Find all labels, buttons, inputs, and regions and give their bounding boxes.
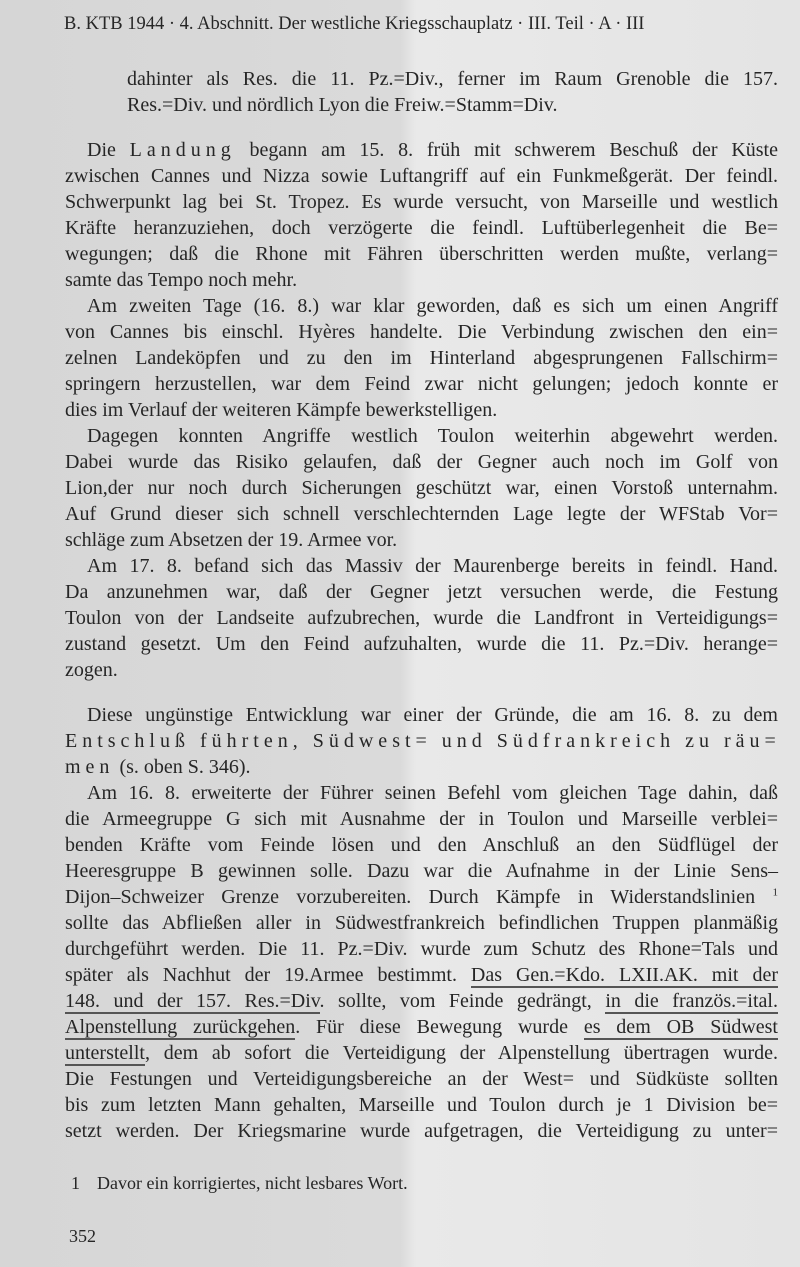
text-line	[65, 936, 778, 962]
spaced-emphasis: men	[65, 756, 115, 778]
text-line	[65, 215, 778, 241]
text-segment: benden Kräfte vom Feinde lösen und den Anschluß an den Südflügel der	[65, 834, 778, 856]
text-line	[65, 806, 778, 832]
text-segment: Auf Grund dieser sich schnell verschlechternden Lage legte der WFStab Vor=	[65, 503, 778, 525]
text-segment: Da anzunehmen war, daß der Gegner jetzt versuchen werde, die Festung	[65, 581, 778, 603]
spaced-emphasis: Landung	[129, 139, 236, 161]
paragraph	[65, 780, 778, 1144]
text-segment: Lion,der nur noch durch Sicherungen geschützt war, einen Vorstoß unternahm.	[65, 477, 778, 499]
text-segment: zustand gesetzt. Um den Feind aufzuhalten, wurde die 11. Pz.=Div. herange=	[65, 633, 778, 655]
text-line	[65, 92, 778, 118]
paragraph	[65, 423, 778, 553]
text-line	[65, 397, 778, 423]
text-line	[65, 605, 778, 631]
text-segment: Schwerpunkt lag bei St. Tropez. Es wurde versucht, von Marseille und westlich	[65, 191, 778, 213]
text-segment: später als Nachhut der 19.Armee bestimmt.	[65, 964, 471, 986]
text-segment: setzt werden. Der Kriegsmarine wurde aufgetragen, die Verteidigung zu unter=	[65, 1120, 778, 1142]
text-segment: . sollte, vom Feinde gedrängt,	[319, 990, 606, 1012]
page-number: 352	[69, 1226, 96, 1246]
text-segment: Dabei wurde das Risiko gelaufen, daß der Gegner auch noch im Golf von	[65, 451, 778, 473]
text-line	[65, 319, 778, 345]
text-segment: Diese ungünstige Entwicklung war einer der Gründe, die am 16. 8. zu dem	[87, 704, 778, 726]
text-line	[65, 657, 778, 683]
text-line	[65, 702, 778, 728]
text-line	[65, 267, 778, 293]
text-segment: Die	[87, 139, 130, 161]
text-line	[65, 371, 778, 397]
text-line	[65, 910, 778, 936]
text-segment: durchgeführt werden. Die 11. Pz.=Div. wurde zum Schutz des Rhone=Tals und	[65, 938, 778, 960]
underlined-text: Alpenstellung zurückgehen	[65, 1016, 296, 1038]
text-segment: schläge zum Absetzen der 19. Armee vor.	[65, 529, 398, 551]
text-segment: , dem ab sofort die Verteidigung der Alpenstellung übertragen wurde.	[144, 1042, 778, 1064]
text-line	[65, 1092, 778, 1118]
text-line	[65, 780, 778, 806]
text-line	[65, 1066, 778, 1092]
text-line	[65, 1118, 778, 1144]
text-segment: dahinter als Res. die 11. Pz.=Div., ferner im Raum Grenoble die 157.	[127, 68, 778, 90]
text-segment: zwischen Cannes und Nizza sowie Luftangriff auf ein Funkmeßgerät. Der feindl.	[65, 165, 778, 187]
text-segment: samte das Tempo noch mehr.	[65, 269, 298, 291]
footnote-number: 1	[71, 1173, 80, 1193]
footnote	[71, 1173, 408, 1194]
text-line	[65, 1014, 778, 1040]
text-segment: . Für diese Bewegung wurde	[295, 1016, 584, 1038]
text-segment: Res.=Div. und nördlich Lyon die Freiw.=Stamm=Div.	[127, 94, 558, 116]
text-segment: Toulon von der Landseite aufzubrechen, wurde die Landfront in Verteidigungs=	[65, 607, 778, 629]
text-line	[65, 988, 778, 1014]
running-header: B. KTB 1944 · 4. Abschnitt. Der westliche Kriegsschauplatz · III. Teil · A · III	[64, 14, 645, 34]
text-line	[65, 163, 778, 189]
paragraph	[65, 702, 781, 780]
text-line	[65, 884, 778, 910]
text-line	[65, 962, 778, 988]
text-segment: sollte das Abfließen aller in Südwestfrankreich befindlichen Truppen planmäßig	[65, 912, 778, 934]
text-segment: bis zum letzten Mann gehalten, Marseille und Toulon durch je 1 Division be=	[65, 1094, 778, 1116]
text-line	[65, 754, 778, 780]
footnote-marker: 1	[772, 886, 778, 899]
body-text	[65, 66, 781, 1144]
text-segment: Am 16. 8. erweiterte der Führer seinen Befehl vom gleichen Tage dahin, daß	[87, 782, 778, 804]
paragraph	[65, 66, 778, 118]
text-segment: die Armeegruppe G sich mit Ausnahme der in Toulon und Marseille verblei=	[65, 808, 778, 830]
footnote-text: Davor ein korrigiertes, nicht lesbares Wort.	[97, 1173, 408, 1193]
text-segment: Dagegen konnten Angriffe westlich Toulon weiterhin abgewehrt werden.	[87, 425, 778, 447]
text-segment: springern herzustellen, war dem Feind zwar nicht gelungen; jedoch konnte er	[65, 373, 778, 395]
text-line	[65, 832, 778, 858]
text-line	[65, 475, 778, 501]
text-segment: Heeresgruppe B gewinnen solle. Dazu war die Aufnahme in der Linie Sens–	[65, 860, 778, 882]
text-line	[65, 858, 778, 884]
text-line	[65, 345, 778, 371]
paragraph	[65, 553, 778, 683]
text-segment: dies im Verlauf der weiteren Kämpfe bewerkstelligen.	[65, 399, 498, 421]
text-line	[65, 137, 778, 163]
paragraph	[65, 137, 778, 293]
text-line	[65, 66, 778, 92]
text-line	[65, 293, 778, 319]
underlined-text: in die französ.=ital.	[605, 990, 778, 1012]
text-segment: Am 17. 8. befand sich das Massiv der Maurenberge bereits in feindl. Hand.	[87, 555, 778, 577]
text-line	[65, 423, 778, 449]
text-segment: (s. oben S. 346).	[114, 756, 251, 778]
underlined-text: unterstellt	[65, 1042, 145, 1064]
paragraph	[65, 293, 778, 423]
text-segment: zogen.	[65, 659, 118, 681]
text-segment: Dijon–Schweizer Grenze vorzubereiten. Durch Kämpfe in Widerstandslinien	[65, 886, 773, 908]
text-segment: Am zweiten Tage (16. 8.) war klar geworden, daß es sich um einen Angriff	[87, 295, 778, 317]
text-line	[65, 579, 778, 605]
text-segment: Die Festungen und Verteidigungsbereiche an der West= und Südküste sollten	[65, 1068, 778, 1090]
text-line	[65, 449, 778, 475]
underlined-text: 148. und der 157. Res.=Div	[65, 990, 320, 1012]
text-line	[65, 241, 778, 267]
text-line	[65, 553, 778, 579]
text-segment: zelnen Landeköpfen und zu den im Hinterland abgesprungenen Fallschirm=	[65, 347, 778, 369]
text-line	[65, 1040, 778, 1066]
text-line	[65, 527, 778, 553]
underlined-text: es dem OB Südwest	[583, 1016, 778, 1038]
spaced-emphasis: Entschluß führten, Südwest= und Südfrankreich zu räu=	[65, 730, 781, 752]
underlined-text: Das Gen.=Kdo. LXII.AK. mit der	[470, 964, 778, 986]
text-line	[65, 728, 781, 754]
text-segment: Kräfte heranzuziehen, doch verzögerte die feindl. Luftüberlegenheit die Be=	[65, 217, 778, 239]
text-segment: begann am 15. 8. früh mit schwerem Beschuß der Küste	[235, 139, 778, 161]
text-line	[65, 189, 778, 215]
text-line	[65, 631, 778, 657]
text-segment: von Cannes bis einschl. Hyères handelte. Die Verbindung zwischen den ein=	[65, 321, 778, 343]
text-segment: wegungen; daß die Rhone mit Fähren überschritten werden mußte, verlang=	[65, 243, 778, 265]
text-line	[65, 501, 778, 527]
